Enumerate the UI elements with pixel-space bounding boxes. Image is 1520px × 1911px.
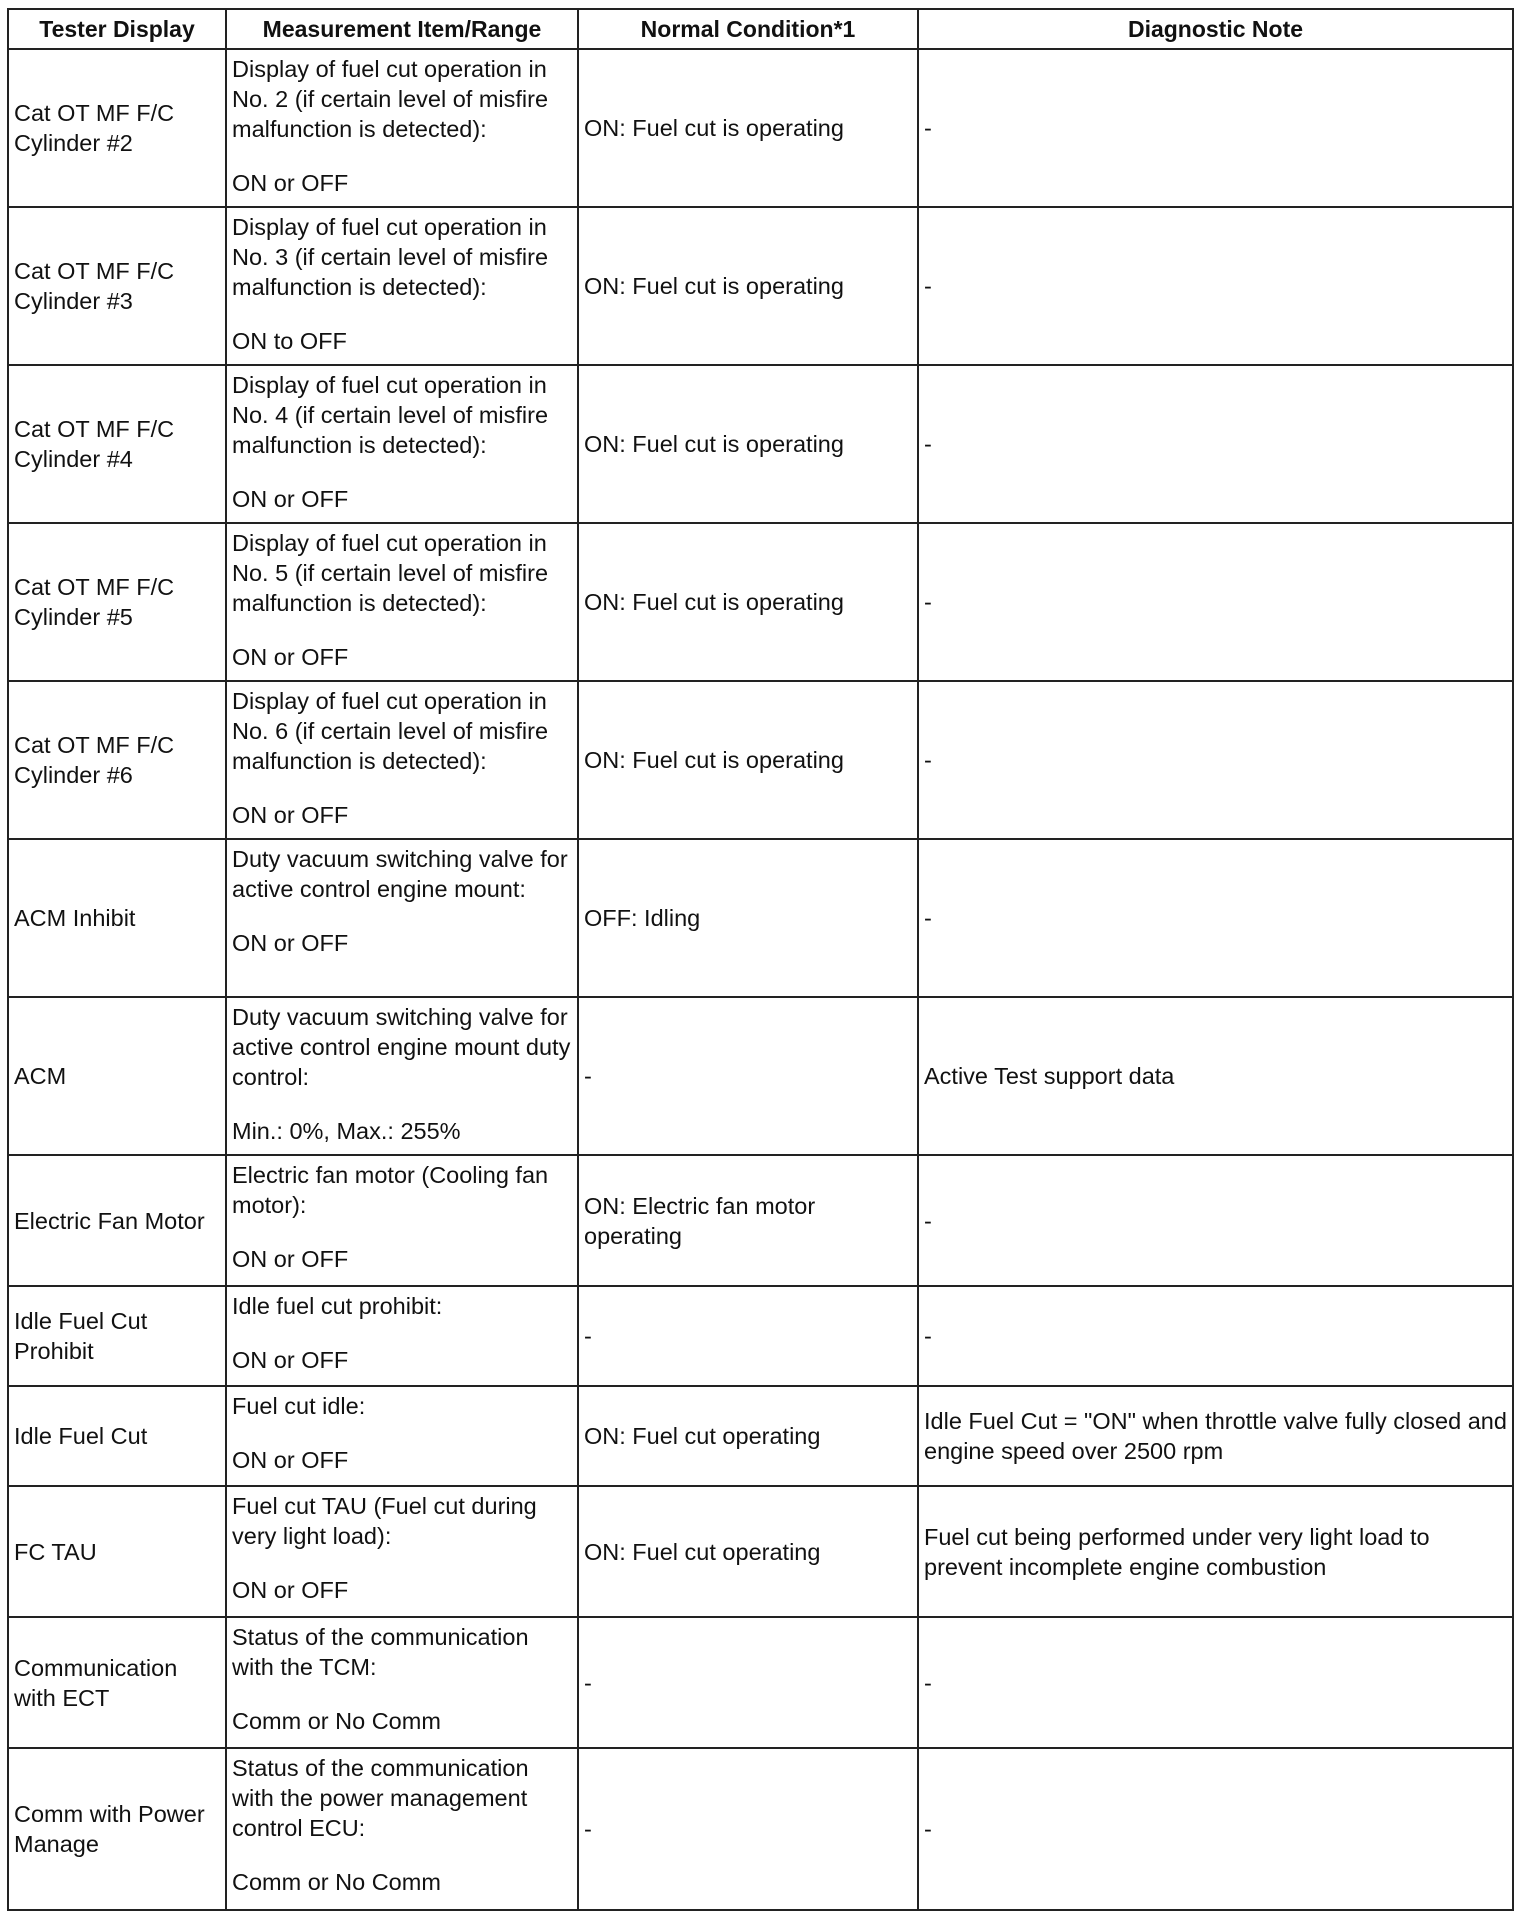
cell-measurement bbox=[226, 1486, 578, 1617]
measurement-text: Status of the communication with the TCM: bbox=[232, 1624, 529, 1680]
table-row bbox=[8, 1286, 1513, 1386]
cell-diagnostic-note: - bbox=[918, 839, 1513, 997]
cell-measurement bbox=[226, 207, 578, 365]
table-header-row bbox=[8, 9, 1513, 49]
cell-tester-display bbox=[8, 1286, 226, 1386]
cell-measurement bbox=[226, 1286, 578, 1386]
measurement-text: Fuel cut idle: bbox=[232, 1393, 366, 1419]
cell-measurement bbox=[226, 997, 578, 1155]
table-row bbox=[8, 1486, 1513, 1617]
tester-display-text: Idle Fuel Cut bbox=[14, 1423, 148, 1449]
tester-data-table bbox=[7, 8, 1514, 1911]
range-text: Min.: 0%, Max.: 255% bbox=[232, 1118, 461, 1144]
cell-tester-display bbox=[8, 523, 226, 681]
cell-tester-display bbox=[8, 1486, 226, 1617]
cell-measurement bbox=[226, 1617, 578, 1748]
cell-diagnostic-note: - bbox=[918, 1155, 1513, 1286]
range-text: Comm or No Comm bbox=[232, 1708, 441, 1734]
cell-diagnostic-note: - bbox=[918, 49, 1513, 207]
table-row bbox=[8, 49, 1513, 207]
cell-diagnostic-note: - bbox=[918, 1748, 1513, 1910]
cell-tester-display bbox=[8, 1386, 226, 1486]
cell-measurement bbox=[226, 681, 578, 839]
range-text: ON or OFF bbox=[232, 930, 349, 956]
cell-normal-condition: - bbox=[578, 1617, 918, 1748]
cell-normal-condition: ON: Electric fan motor operating bbox=[578, 1155, 918, 1286]
tester-display-text: FC TAU bbox=[14, 1538, 97, 1565]
cell-diagnostic-note: - bbox=[918, 1286, 1513, 1386]
cell-diagnostic-note: Active Test support data bbox=[918, 997, 1513, 1155]
measurement-text: Electric fan motor (Cooling fan motor): bbox=[232, 1162, 549, 1218]
measurement-text: Display of fuel cut operation in No. 2 (if certain level of misfire malfunction is detected): bbox=[232, 56, 549, 142]
measurement-text: Idle fuel cut prohibit: bbox=[232, 1293, 443, 1319]
range-text: Comm or No Comm bbox=[232, 1869, 441, 1895]
cell-normal-condition: ON: Fuel cut is operating bbox=[578, 365, 918, 523]
table-row bbox=[8, 681, 1513, 839]
header-normal-condition: Normal Condition*1 bbox=[578, 9, 918, 49]
cell-normal-condition: - bbox=[578, 1286, 918, 1386]
cell-normal-condition: ON: Fuel cut is operating bbox=[578, 681, 918, 839]
measurement-text: Status of the communication with the power management control ECU: bbox=[232, 1755, 529, 1841]
table-row bbox=[8, 839, 1513, 997]
table-row bbox=[8, 1386, 1513, 1486]
table-row bbox=[8, 207, 1513, 365]
cell-measurement bbox=[226, 1386, 578, 1486]
cell-tester-display bbox=[8, 49, 226, 207]
range-text: ON or OFF bbox=[232, 1246, 349, 1272]
range-text: ON or OFF bbox=[232, 802, 349, 828]
cell-normal-condition: - bbox=[578, 1748, 918, 1910]
cell-diagnostic-note: - bbox=[918, 681, 1513, 839]
cell-diagnostic-note: Idle Fuel Cut = "ON" when throttle valve fully closed and engine speed over 2500 rpm bbox=[918, 1386, 1513, 1486]
range-text: ON or OFF bbox=[232, 486, 349, 512]
table-row bbox=[8, 1748, 1513, 1910]
cell-diagnostic-note: - bbox=[918, 207, 1513, 365]
cell-normal-condition: ON: Fuel cut is operating bbox=[578, 207, 918, 365]
measurement-text: Display of fuel cut operation in No. 6 (if certain level of misfire malfunction is detected): bbox=[232, 688, 549, 774]
cell-diagnostic-note: Fuel cut being performed under very light load to prevent incomplete engine combustion bbox=[918, 1486, 1513, 1617]
cell-diagnostic-note: - bbox=[918, 523, 1513, 681]
cell-tester-display bbox=[8, 207, 226, 365]
header-diagnostic-note: Diagnostic Note bbox=[918, 9, 1513, 49]
cell-diagnostic-note: - bbox=[918, 365, 1513, 523]
table-row bbox=[8, 523, 1513, 681]
measurement-text: Display of fuel cut operation in No. 3 (if certain level of misfire malfunction is detected): bbox=[232, 214, 549, 300]
range-text: ON or OFF bbox=[232, 1447, 349, 1473]
tester-display-text: Idle Fuel Cut Prohibit bbox=[14, 1308, 148, 1364]
tester-display-text: ACM bbox=[14, 1063, 67, 1089]
table-row bbox=[8, 365, 1513, 523]
tester-display-text: Cat OT MF F/C Cylinder #5 bbox=[14, 574, 175, 630]
cell-tester-display bbox=[8, 365, 226, 523]
cell-tester-display bbox=[8, 1155, 226, 1286]
range-text: ON or OFF bbox=[232, 644, 349, 670]
tester-display-text: Cat OT MF F/C Cylinder #4 bbox=[14, 416, 175, 472]
range-text: ON or OFF bbox=[232, 1577, 349, 1603]
tester-display-text: ACM Inhibit bbox=[14, 905, 136, 931]
table-row bbox=[8, 1617, 1513, 1748]
cell-measurement bbox=[226, 49, 578, 207]
cell-normal-condition: ON: Fuel cut is operating bbox=[578, 523, 918, 681]
tester-display-text: Cat OT MF F/C Cylinder #3 bbox=[14, 258, 175, 314]
tester-display-text: Cat OT MF F/C Cylinder #2 bbox=[14, 100, 175, 156]
cell-measurement bbox=[226, 1748, 578, 1910]
measurement-text: Display of fuel cut operation in No. 5 (if certain level of misfire malfunction is detected): bbox=[232, 530, 549, 616]
cell-normal-condition: ON: Fuel cut operating bbox=[578, 1486, 918, 1617]
cell-measurement bbox=[226, 1155, 578, 1286]
cell-measurement bbox=[226, 839, 578, 997]
cell-tester-display bbox=[8, 1748, 226, 1910]
cell-tester-display bbox=[8, 681, 226, 839]
measurement-text: Display of fuel cut operation in No. 4 (if certain level of misfire malfunction is detected): bbox=[232, 372, 549, 458]
cell-normal-condition: ON: Fuel cut is operating bbox=[578, 49, 918, 207]
tester-display-text: Comm with Power Manage bbox=[14, 1801, 205, 1857]
header-measurement-item: Measurement Item/Range bbox=[226, 9, 578, 49]
cell-tester-display bbox=[8, 997, 226, 1155]
range-text: ON or OFF bbox=[232, 1347, 349, 1373]
cell-normal-condition: ON: Fuel cut operating bbox=[578, 1386, 918, 1486]
cell-measurement bbox=[226, 523, 578, 681]
cell-measurement bbox=[226, 365, 578, 523]
cell-diagnostic-note: - bbox=[918, 1617, 1513, 1748]
range-text: ON or OFF bbox=[232, 170, 349, 196]
measurement-text: Duty vacuum switching valve for active control engine mount duty control: bbox=[232, 1004, 571, 1090]
tester-display-text: Electric Fan Motor bbox=[14, 1207, 205, 1234]
cell-tester-display bbox=[8, 839, 226, 997]
cell-normal-condition: OFF: Idling bbox=[578, 839, 918, 997]
cell-normal-condition: - bbox=[578, 997, 918, 1155]
range-text: ON to OFF bbox=[232, 328, 347, 354]
measurement-text: Fuel cut TAU (Fuel cut during very light load): bbox=[232, 1493, 537, 1549]
cell-tester-display bbox=[8, 1617, 226, 1748]
table-row bbox=[8, 1155, 1513, 1286]
tester-display-text: Communication with ECT bbox=[14, 1654, 178, 1711]
header-tester-display: Tester Display bbox=[8, 9, 226, 49]
measurement-text: Duty vacuum switching valve for active control engine mount: bbox=[232, 846, 568, 902]
tester-display-text: Cat OT MF F/C Cylinder #6 bbox=[14, 732, 175, 788]
table-row bbox=[8, 997, 1513, 1155]
